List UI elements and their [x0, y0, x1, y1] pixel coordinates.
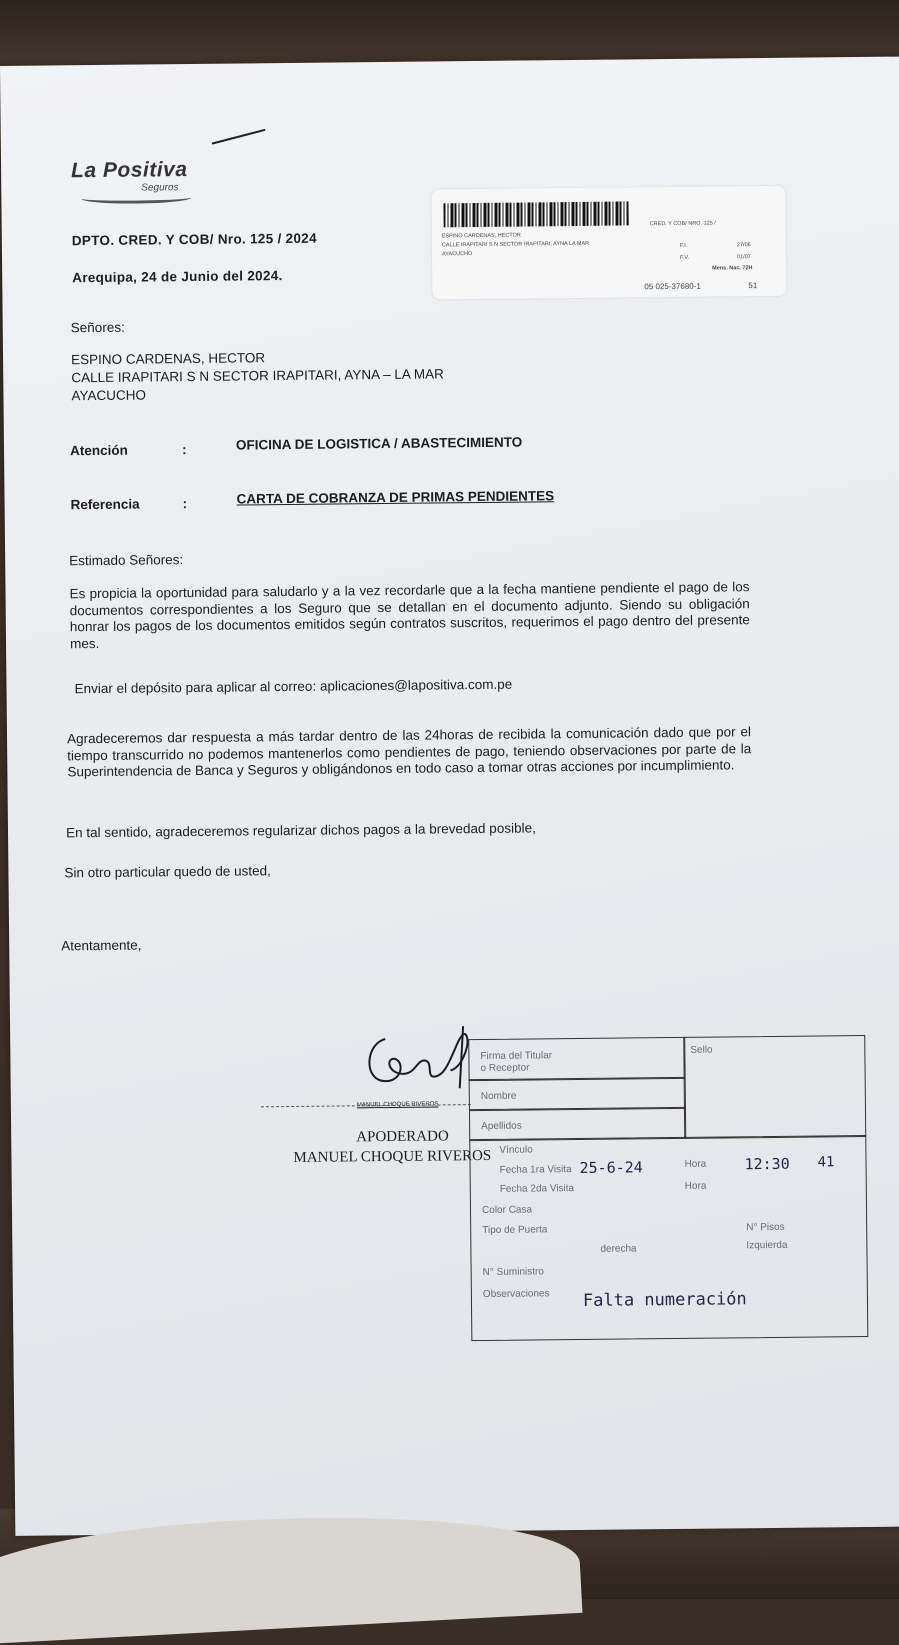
- attention-value: OFICINA DE LOGISTICA / ABASTECIMIENTO: [235, 434, 523, 453]
- brand-swoosh-icon: [81, 192, 191, 204]
- date-line: Arequipa, 24 de Junio del 2024.: [72, 268, 283, 286]
- stamp-vinculo: Vínculo: [499, 1144, 533, 1156]
- stamp-observaciones: Observaciones: [482, 1288, 550, 1301]
- stamp-extra-value: 41: [817, 1154, 835, 1171]
- handwritten-signature: [355, 1018, 476, 1101]
- stamp-derecha: derecha: [600, 1243, 637, 1255]
- label-tracking: 05 025-37680-1: [644, 281, 701, 292]
- reference-value: CARTA DE COBRANZA DE PRIMAS PENDIENTES: [236, 488, 555, 507]
- stamp-suministro: N° Suministro: [482, 1266, 544, 1279]
- stamp-apellidos: Apellidos: [481, 1120, 522, 1133]
- reference-number: DPTO. CRED. Y COB/ Nro. 125 / 2024: [71, 230, 317, 249]
- recipient-city: AYACUCHO: [71, 387, 147, 404]
- stamp-color-casa: Color Casa: [481, 1204, 533, 1217]
- stamp-nombre: Nombre: [480, 1090, 517, 1103]
- label-ref: CRED. Y COB/ NRO. 125 /: [649, 220, 716, 228]
- stamp-hora1: Hora: [684, 1158, 707, 1170]
- label-city: AYACUCHO: [441, 251, 473, 258]
- mailing-label: [431, 186, 786, 300]
- label-fv: F.V.: [680, 254, 690, 261]
- recipient-name: ESPINO CARDENAS, HECTOR: [71, 350, 266, 368]
- label-address: CALLE IRAPITARI S N SECTOR IRAPITARI, AYNA LA MAR: [441, 240, 590, 249]
- paragraph-5: Sin otro particular quedo de usted,: [64, 863, 271, 881]
- stamp-firma: Firma del Titular: [480, 1050, 553, 1063]
- greeting: Estimado Señores:: [69, 552, 184, 569]
- attention-colon: :: [181, 442, 187, 458]
- signatory-title: APODERADO: [356, 1128, 449, 1146]
- signatory-name: MANUEL CHOQUE RIVEROS: [293, 1147, 492, 1166]
- reference-label: Referencia: [70, 496, 140, 513]
- paragraph-2: Enviar el depósito para aplicar al correo: aplicaciones@lapositiva.com.pe: [74, 676, 513, 697]
- stamp-hora2: Hora: [684, 1180, 707, 1192]
- paragraph-1: Es propicia la oportunidad para saludarlo y a la vez recordarle que a la fecha mantiene pendiente el pago de los documentos correspondientes a los Seguro que se detallan en el documento adjunto. Siendo su obligación honrar los pagos de los documentos emitidos según contratos suscritos, requerimos el pago dentro del presente mes.: [69, 579, 750, 651]
- reference-colon: :: [182, 496, 188, 512]
- stamp-receptor: o Receptor: [480, 1062, 530, 1075]
- label-fv-value: 01/07: [737, 254, 751, 261]
- label-code: 51: [748, 281, 758, 291]
- letter-sheet: [0, 57, 899, 1536]
- stamp-visita1-value: 25-6-24: [579, 1158, 643, 1177]
- brand-logo-name: La Positiva: [70, 158, 188, 183]
- attention-label: Atención: [69, 442, 128, 459]
- barcode-icon: [443, 201, 628, 227]
- stamp-tipo-puerta: Tipo de Puerta: [482, 1224, 548, 1237]
- closing: Atentamente,: [61, 937, 142, 954]
- paragraph-3: Agradeceremos dar respuesta a más tardar dentro de las 24horas de recibida la comunicación dado que por el tiempo transcurrido no podemos mantenerlos como pendientes de pago, teniendo observaciones por parte de la Superintendencia de Banca y Seguros y obligándonos en todo caso a tomar otras acciones por incumplimiento.: [66, 724, 752, 780]
- paragraph-4: En tal sentido, agradeceremos regularizar dichos pagos a la brevedad posible,: [65, 820, 536, 841]
- salutation: Señores:: [70, 319, 125, 336]
- stamp-visita2: Fecha 2da Visita: [499, 1183, 575, 1195]
- stamp-observaciones-value: Falta numeración: [582, 1289, 747, 1311]
- delivery-stamp: [468, 1035, 871, 1344]
- stamp-izquierda: Izquierda: [746, 1239, 788, 1252]
- label-fi: F.I.: [679, 242, 688, 249]
- stamp-hora1-value: 12:30: [744, 1154, 790, 1174]
- stamp-visita1: Fecha 1ra Visita: [499, 1164, 572, 1176]
- stamp-pisos: N° Pisos: [746, 1221, 785, 1234]
- signature-stamp-name: MANUEL CHOQUE RIVEROS: [356, 1101, 439, 1109]
- stamp-sello: Sello: [690, 1044, 713, 1056]
- recipient-address: CALLE IRAPITARI S N SECTOR IRAPITARI, AYNA – LA MAR: [71, 366, 444, 386]
- brand-logo-sub: Seguros: [141, 182, 179, 194]
- label-fi-value: 27/06: [736, 242, 751, 249]
- label-name: ESPINO CARDENAS, HECTOR: [441, 232, 521, 240]
- label-note: Mens. Nac. 72H: [712, 265, 753, 272]
- pen-stroke: [212, 129, 269, 158]
